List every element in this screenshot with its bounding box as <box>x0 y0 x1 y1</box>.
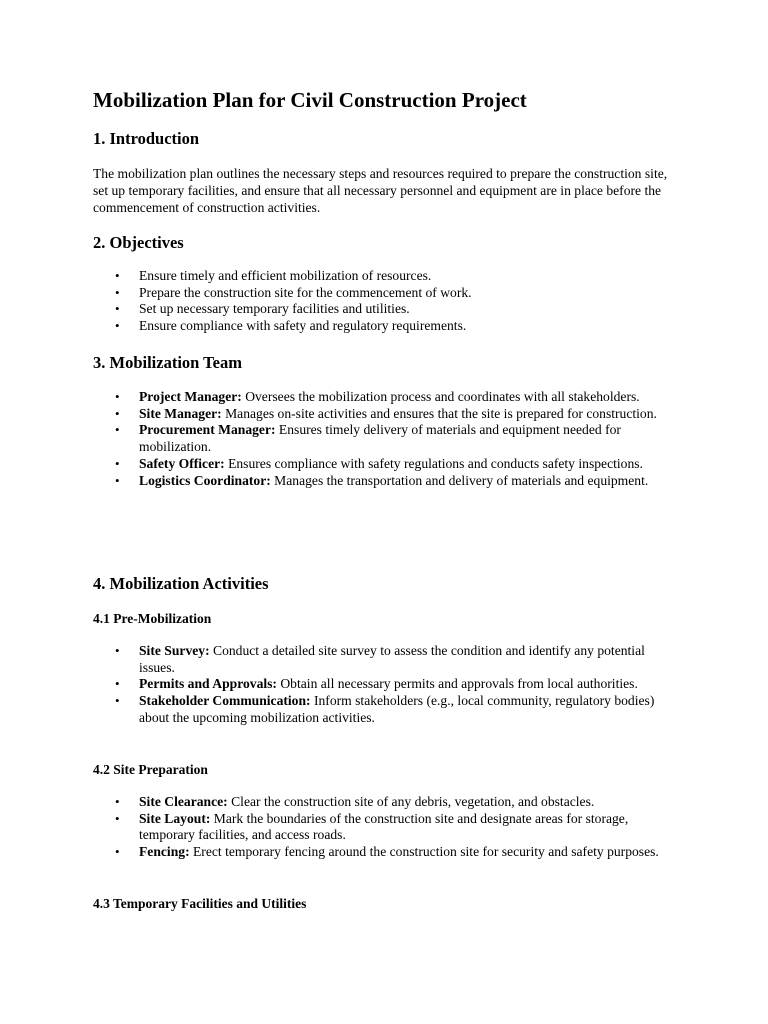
list-item <box>93 844 674 861</box>
document-title: Mobilization Plan for Civil Construction Project <box>93 88 527 112</box>
list-item: • Set up necessary temporary facilities and utilities. <box>93 301 674 318</box>
section-introduction <box>93 129 674 149</box>
subsection-heading: 4.2 Site Preparation <box>93 762 208 777</box>
list-item-desc: Manages the transportation and delivery of materials and equipment. <box>270 472 649 488</box>
list-item-desc: Inform stakeholders (e.g., local community, regulatory bodies) about the upcoming mobilization activities. <box>139 693 655 725</box>
section-mobilization-activities <box>93 574 674 594</box>
objectives-list-wrap <box>93 268 674 335</box>
list-item <box>93 676 674 693</box>
team-list <box>93 389 674 489</box>
list-item-term: Site Survey: <box>139 643 210 658</box>
list-item-desc: Mark the boundaries of the construction site and designate areas for storage, temporary facilities, and access roads. <box>139 810 629 843</box>
section-heading: 4. Mobilization Activities <box>93 574 269 593</box>
list-item <box>93 643 674 676</box>
list-item-desc: Conduct a detailed site survey to assess the condition and identify any potential issues. <box>139 643 645 675</box>
list-item <box>93 693 674 726</box>
list-item <box>93 456 674 473</box>
list-item: • Ensure timely and efficient mobilization of resources. <box>93 268 674 285</box>
paragraph: The mobilization plan outlines the necessary steps and resources required to prepare the construction site, set up temporary facilities, and ensure that all necessary personnel and equipment are in place before the commencement of construction activities. <box>93 166 668 215</box>
list-item-term: Permits and Approvals: <box>139 676 277 692</box>
list-item: • Ensure compliance with safety and regulatory requirements. <box>93 318 674 335</box>
subsection-temporary-facilities <box>93 895 674 913</box>
list-item-term: Project Manager: <box>139 389 242 404</box>
list-item-desc: Ensures compliance with safety regulations and conducts safety inspections. <box>224 455 643 471</box>
list-item-desc: Erect temporary fencing around the construction site for security and safety purposes. <box>189 844 659 860</box>
list-item-desc: Obtain all necessary permits and approvals from local authorities. <box>276 676 638 692</box>
subsection-pre-mobilization <box>93 610 674 628</box>
section-heading: 2. Objectives <box>93 233 184 252</box>
list-item-desc: Ensures timely delivery of materials and equipment needed for mobilization. <box>139 422 621 455</box>
site-preparation-list <box>93 794 674 861</box>
list-item-term: Procurement Manager: <box>139 422 276 438</box>
list-item <box>93 794 674 811</box>
pre-mobilization-list-wrap <box>93 643 674 727</box>
list-item: • Prepare the construction site for the commencement of work. <box>93 285 674 302</box>
list-item <box>93 811 674 844</box>
list-item <box>93 473 674 490</box>
list-item-term: Site Clearance: <box>139 794 228 809</box>
pre-mobilization-list <box>93 643 674 727</box>
list-item-term: Site Manager: <box>139 405 222 421</box>
list-item-desc: Oversees the mobilization process and coordinates with all stakeholders. <box>241 389 640 404</box>
section-heading: 1. Introduction <box>93 129 200 148</box>
list-item <box>93 406 674 423</box>
section-heading: 3. Mobilization Team <box>93 353 242 372</box>
list-item-term: Fencing: <box>139 844 190 860</box>
list-item-term: Stakeholder Communication: <box>139 693 311 709</box>
site-preparation-list-wrap <box>93 794 674 861</box>
list-item-term: Logistics Coordinator: <box>139 472 271 488</box>
section-mobilization-team <box>93 353 674 373</box>
subsection-heading: 4.3 Temporary Facilities and Utilities <box>93 896 307 911</box>
objectives-list <box>93 268 674 335</box>
team-list-wrap <box>93 389 674 489</box>
subsection-heading: 4.1 Pre-Mobilization <box>93 611 212 626</box>
list-item-desc: Manages on-site activities and ensures that the site is prepared for construction. <box>221 405 657 421</box>
section-objectives <box>93 233 674 253</box>
introduction-body <box>93 165 674 216</box>
list-item-desc: Clear the construction site of any debris, vegetation, and obstacles. <box>227 794 595 809</box>
list-item-term: Safety Officer: <box>139 455 225 471</box>
list-item-term: Site Layout: <box>139 810 211 826</box>
subsection-site-preparation <box>93 761 674 779</box>
list-item <box>93 389 674 406</box>
list-item <box>93 422 674 455</box>
